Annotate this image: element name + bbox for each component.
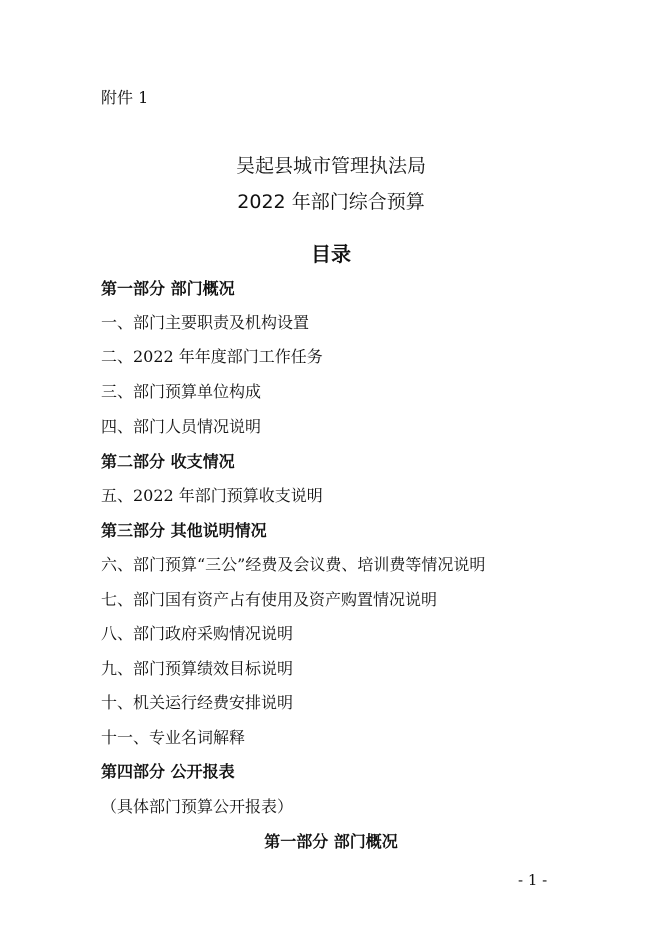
toc-item-11: 十一、专业名词解释	[101, 728, 246, 747]
attachment-label: 附件 1	[101, 88, 149, 107]
toc-item-8: 八、部门政府采购情况说明	[101, 624, 294, 643]
toc-item-3: 三、部门预算单位构成	[101, 382, 262, 401]
toc-part-2: 第二部分 收支情况	[101, 452, 235, 471]
toc-part-4-note: （具体部门预算公开报表）	[101, 797, 294, 816]
toc-part-1: 第一部分 部门概况	[101, 279, 235, 298]
toc-heading: 目录	[311, 242, 351, 266]
toc-item-2: 二、2022 年年度部门工作任务	[101, 347, 323, 366]
toc-item-4: 四、部门人员情况说明	[101, 417, 262, 436]
page-number: - 1 -	[518, 871, 548, 889]
toc-item-10: 十、机关运行经费安排说明	[101, 693, 294, 712]
section-heading: 第一部分 部门概况	[264, 832, 398, 851]
toc-item-9: 九、部门预算绩效目标说明	[101, 659, 294, 678]
toc-part-3: 第三部分 其他说明情况	[101, 521, 267, 540]
document-title-line1: 吴起县城市管理执法局	[235, 155, 426, 177]
toc-item-7: 七、部门国有资产占有使用及资产购置情况说明	[101, 590, 438, 609]
document-title-line2: 2022 年部门综合预算	[237, 191, 425, 213]
toc-item-1: 一、部门主要职责及机构设置	[101, 313, 310, 332]
toc-item-5: 五、2022 年部门预算收支说明	[101, 486, 323, 505]
toc-item-6: 六、部门预算“三公”经费及会议费、培训费等情况说明	[101, 555, 486, 574]
toc-part-4: 第四部分 公开报表	[101, 762, 235, 781]
